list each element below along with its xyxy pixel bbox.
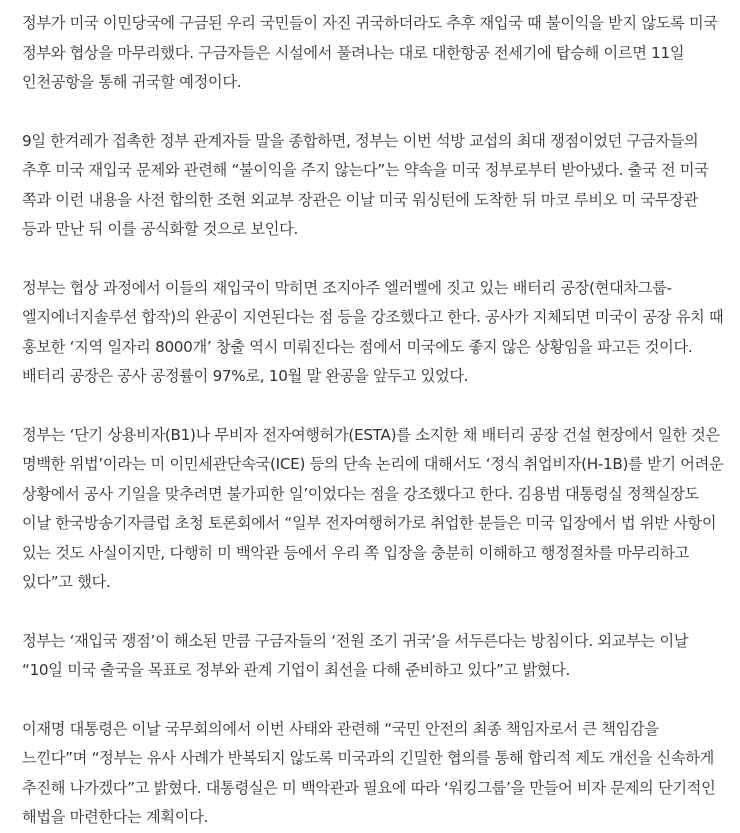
article-paragraph-5: 정부는 ‘재입국 쟁점’이 해소된 만큼 구금자들의 ‘전원 조기 귀국’을 서두른다는 방침이다. 외교부는 이날 “10일 미국 출국을 목표로 정부와 관계 기업이 최선을 다해 준비하고 있다”고 밝혔다. <box>22 631 689 679</box>
article-paragraph-3: 정부는 협상 과정에서 이들의 재입국이 막히면 조지아주 엘러벨에 짓고 있는 배터리 공장(현대차그룹-엘지에너지솔루션 합작)의 완공이 지연된다는 점 등을 강조했다고 한다. 공사가 지체되면 미국이 공장 유치 때 홍보한 ‘지역 일자리 8000개’ 창출 역시 미뤄진다는 점에서 미국에도 좋지 않은 상황임을 파고든 것이다. 배터리 공장은 공사 공정률이 97%로, 10월 말 완공을 앞두고 있었다. <box>22 278 724 385</box>
article-paragraph-6: 이재명 대통령은 이날 국무회의에서 이번 사태와 관련해 “국민 안전의 최종 책임자로서 큰 책임감을 느낀다”며 “정부는 유사 사례가 반복되지 않도록 미국과의 긴밀한 협의를 통해 합리적 제도 개선을 신속하게 추진해 나가겠다”고 밝혔다. 대통령실은 미 백악관과 필요에 따라 ‘워킹그룹’을 만들어 비자 문제의 단기적인 해법을 마련한다는 계획이다. <box>22 719 716 826</box>
article-paragraph-2: 9일 한겨레가 접촉한 정부 관계자들 말을 종합하면, 정부는 이번 석방 교섭의 최대 쟁점이었던 구금자들의 추후 미국 재입국 문제와 관련해 “불이익을 주지 않는다”는 약속을 미국 정부로부터 받아냈다. 출국 전 미국 쪽과 이런 내용을 사전 합의한 조현 외교부 장관은 이날 미국 워싱턴에 도착한 뒤 마코 루비오 미 국무장관 등과 만난 뒤 이를 공식화할 것으로 보인다. <box>22 131 709 238</box>
article-paragraph-1: 정부가 미국 이민당국에 구금된 우리 국민들이 자진 귀국하더라도 추후 재입국 때 불이익을 받지 않도록 미국 정부와 협상을 마무리했다. 구금자들은 시설에서 풀려나는 대로 대한항공 전세기에 탑승해 이르면 11일 인천공항을 통해 귀국할 예정이다. <box>22 14 718 91</box>
article-paragraph-4: 정부는 ‘단기 상용비자(B1)나 무비자 전자여행허가(ESTA)를 소지한 채 배터리 공장 건설 현장에서 일한 것은 명백한 위법’이라는 미 이민세관단속국(ICE) 등의 단속 논리에 대해서도 ‘정식 취업비자(H-1B)를 받기 어려운 상황에서 공사 기일을 맞추려면 불가피한 일’이었다는 점을 강조했다고 한다. 김용범 대통령실 정책실장도 이날 한국방송기자클럽 초청 토론회에서 “일부 전자여행허가로 취업한 분들은 미국 입장에서 법 위반 사항이 있는 것도 사실이지만, 다행히 미 백악관 등에서 우리 쪽 입장을 충분히 이해하고 행정절차를 마무리하고 있다”고 했다. <box>22 425 724 591</box>
